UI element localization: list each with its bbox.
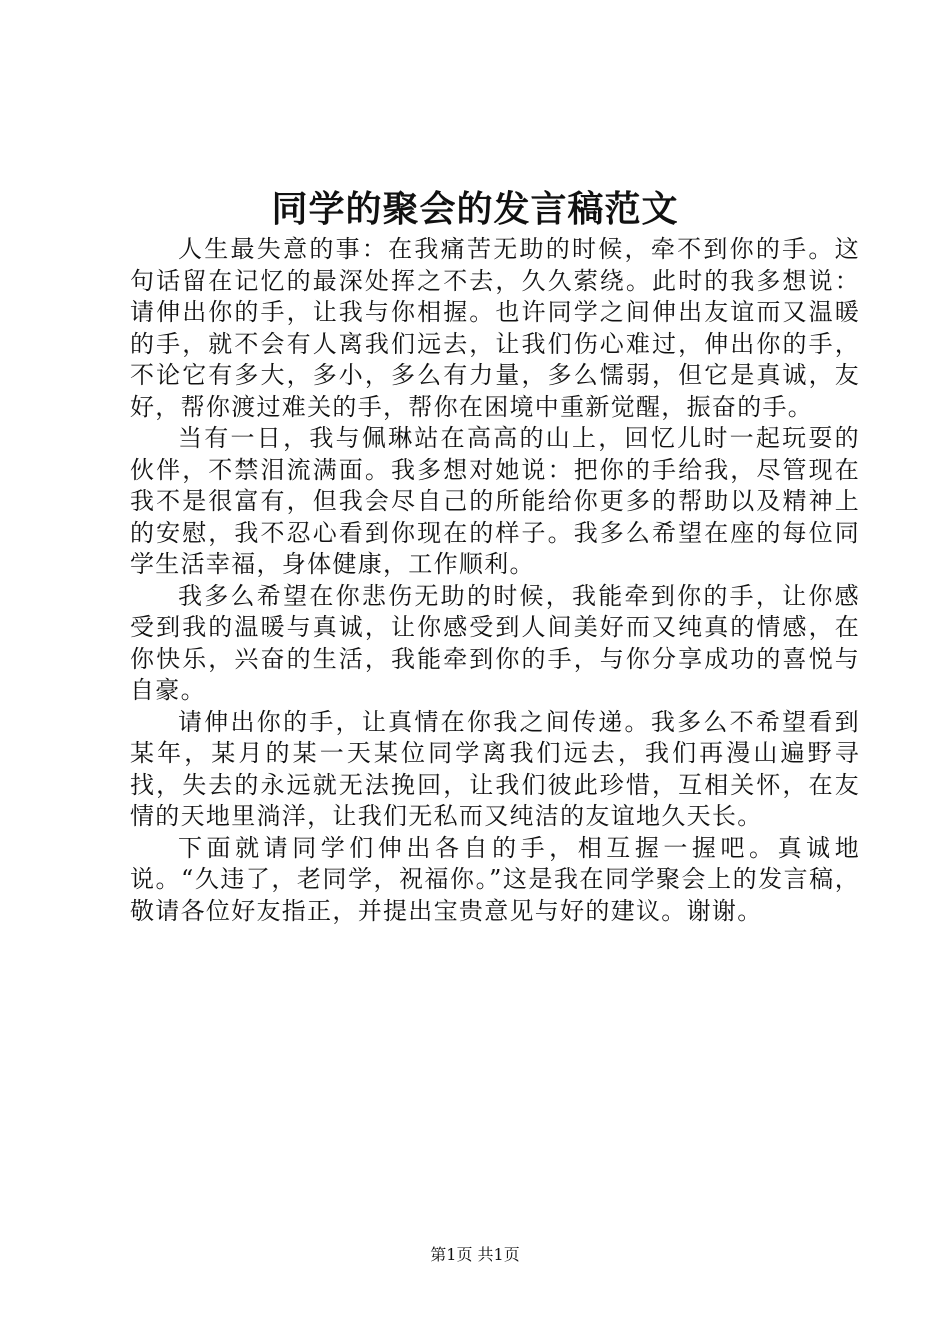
paragraph-2: 当有一日，我与佩琳站在高高的山上，回忆儿时一起玩耍的伙伴，不禁泪流满面。我多想对她说：把你的手给我，尽管现在我不是很富有，但我会尽自己的所能给你更多的帮助以及精神上的安慰，我不忍心看到你现在的样子。我多么希望在座的每位同学生活幸福，身体健康，工作顺利。 [130,424,860,578]
paragraph-4: 请伸出你的手，让真情在你我之间传递。我多么不希望看到某年，某月的某一天某位同学离我们远去，我们再漫山遍野寻找，失去的永远就无法挽回，让我们彼此珍惜，互相关怀，在友情的天地里淌洋，让我们无私而又纯洁的友谊地久天长。 [130,707,860,830]
document-body [130,234,860,927]
document-title: 同学的聚会的发言稿范文 [271,188,679,230]
paragraph-5: 下面就请同学们伸出各自的手，相互握一握吧。真诚地说。“久违了，老同学，祝福你。”这是我在同学聚会上的发言稿，敬请各位好友指正，并提出宝贵意见与好的建议。谢谢。 [130,833,860,925]
paragraph-3: 我多么希望在你悲伤无助的时候，我能牵到你的手，让你感受到我的温暖与真诚，让你感受到人间美好而又纯真的情感，在你快乐，兴奋的生活，我能牵到你的手，与你分享成功的喜悦与自豪。 [130,581,860,704]
page-footer: 第1页 共1页 [430,1245,520,1264]
paragraph-1: 人生最失意的事：在我痛苦无助的时候，牵不到你的手。这句话留在记忆的最深处挥之不去，久久萦绕。此时的我多想说：请伸出你的手，让我与你相握。也许同学之间伸出友谊而又温暖的手，就不会有人离我们远去，让我们伤心难过，伸出你的手，不论它有多大，多小，多么有力量，多么懦弱，但它是真诚，友好，帮你渡过难关的手，帮你在困境中重新觉醒，振奋的手。 [130,235,860,421]
